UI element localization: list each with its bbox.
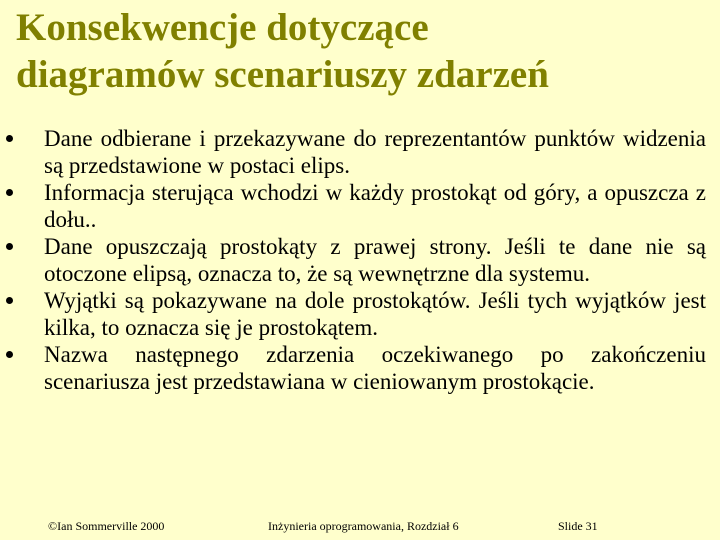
- bullet-list: [0, 125, 720, 395]
- footer-copyright: ©Ian Sommerville 2000: [48, 519, 165, 533]
- bullet-dot-icon: [6, 297, 13, 304]
- bullet-item: [0, 233, 720, 287]
- bullet-item: [0, 125, 720, 179]
- slide-title-line-1: Konsekwencje dotyczące: [16, 6, 429, 49]
- bullet-text: Wyjątki są pokazywane na dole prostokątów. Jeśli tych wyjątków jest kilka, to oznacza się je prostokątem.: [44, 288, 706, 340]
- bullet-text: Dane odbierane i przekazywane do reprezentantów punktów widzenia są przedstawione w postaci elips.: [44, 126, 706, 178]
- bullet-text: Informacja sterująca wchodzi w każdy prostokąt od góry, a opuszcza z dołu..: [44, 180, 706, 232]
- bullet-item: [0, 179, 720, 233]
- bullet-text: Nazwa następnego zdarzenia oczekiwanego po zakończeniu scenariusza jest przedstawiana w cieniowanym prostokącie.: [44, 342, 706, 394]
- footer-course: Inżynieria oprogramowania, Rozdział 6: [268, 519, 459, 533]
- bullet-text: Dane opuszczają prostokąty z prawej strony. Jeśli te dane nie są otoczone elipsą, oznacza to, że są wewnętrzne dla systemu.: [44, 234, 706, 286]
- bullet-item: [0, 287, 720, 341]
- slide-title-line-2: diagramów scenariuszy zdarzeń: [16, 53, 549, 96]
- bullet-dot-icon: [6, 135, 13, 142]
- bullet-item: [0, 341, 720, 395]
- bullet-dot-icon: [6, 351, 13, 358]
- footer-slide-number: Slide 31: [558, 519, 598, 533]
- bullet-dot-icon: [6, 189, 13, 196]
- bullet-dot-icon: [6, 243, 13, 250]
- slide-title: [16, 4, 706, 98]
